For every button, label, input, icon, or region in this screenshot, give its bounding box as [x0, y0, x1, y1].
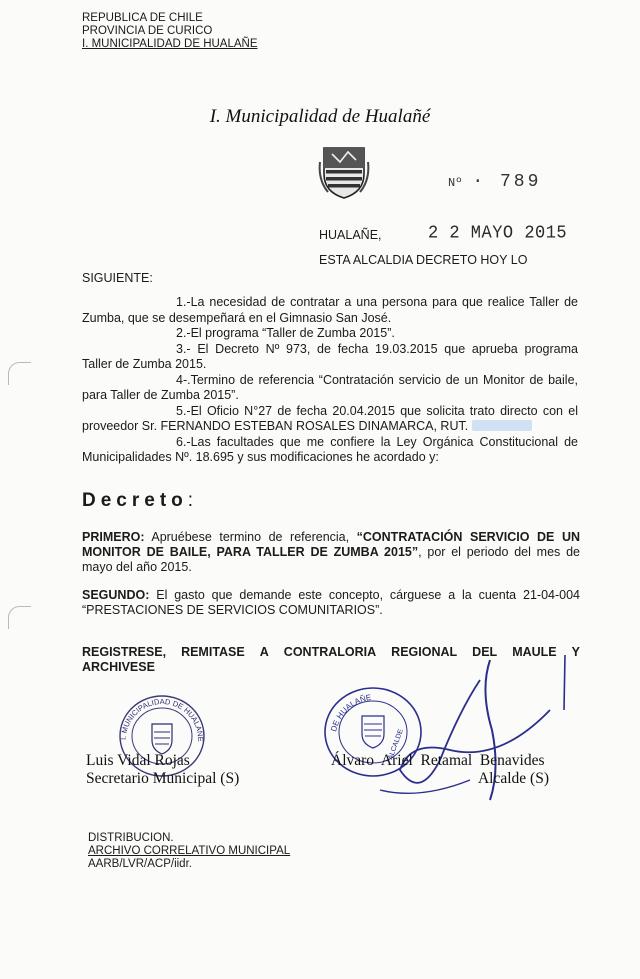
- crest-icon: [318, 144, 370, 200]
- considerando-5: [82, 404, 578, 435]
- secretary-name: Luis Vidal Rojas: [86, 752, 190, 769]
- mayor-role: Alcalde (S): [477, 770, 549, 787]
- decree-number: [448, 172, 541, 192]
- decreto-heading: [82, 490, 193, 512]
- letterhead-country: REPUBLICA DE CHILE: [82, 12, 203, 24]
- redacted-rut: [472, 420, 532, 431]
- considerandos: [82, 295, 578, 466]
- registrese-word-3: A: [259, 645, 269, 659]
- considerando-5-text: 5.-El Oficio N°27 de fecha 20.04.2015 que solicita trato directo con el proveedor Sr. FERNANDO ESTEBAN ROSALES DINAMARCA, RUT.: [82, 403, 578, 433]
- registrese-word-4: CONTRALORIA: [283, 645, 377, 659]
- segundo-text: El gasto que demande este concepto, cárguese a la cuenta 21-04-004 “PRESTACIONES DE SERVICIOS COMUNITARIOS”.: [82, 588, 580, 617]
- secretary-signature-block: [86, 752, 239, 788]
- primero-label: PRIMERO:: [82, 530, 145, 544]
- considerando-3: 3.- El Decreto Nº 973, de fecha 19.03.2015 que aprueba programa Taller de Zumba 2015.: [82, 341, 578, 371]
- distribution-initials: AARB/LVR/ACP/iidr.: [88, 858, 192, 870]
- primero-bold: “CONTRATACIÓN SERVICIO DE UN MONITOR DE BAILE, PARA TALLER DE ZUMBA 2015”: [82, 530, 580, 559]
- registrese-word-1: REGISTRESE,: [82, 645, 167, 659]
- distribution-block: [88, 832, 290, 871]
- primero-text: Apruébese termino de referencia,: [144, 530, 357, 544]
- letterhead-province: PROVINCIA DE CURICO: [82, 25, 213, 37]
- distribution-item: ARCHIVO CORRELATIVO MUNICIPAL: [88, 845, 291, 857]
- considerando-6: 6.-Las facultades que me confiere la Ley Orgánica Constitucional de Municipalidades Nº. 18.695 y sus modificaciones he acordado y:: [82, 434, 578, 464]
- primero-text-end: , por el periodo del mes de mayo del año 2015.: [82, 545, 580, 574]
- letterhead: [82, 12, 258, 51]
- punch-hole-mark: [8, 606, 31, 629]
- segundo-paragraph: [82, 588, 580, 618]
- seal-left-text: I. MUNICIPALIDAD DE HUALAÑE: [118, 696, 206, 742]
- decree-date-stamp: 2 2 MAYO 2015: [428, 223, 568, 244]
- seal-right-text: DE HUALAÑE: [329, 692, 372, 733]
- decreto-heading-text: Decreto: [82, 490, 188, 511]
- punch-hole-mark: [8, 362, 31, 385]
- decreto-heading-colon: :: [187, 490, 194, 511]
- registrese-word-6: DEL: [472, 645, 498, 659]
- mayor-name: Álvaro Ariel Retamal Benavides: [331, 752, 545, 769]
- municipality-title: I. Municipalidad de Hualañé: [209, 106, 431, 127]
- registrese-word-5: REGIONAL: [391, 645, 458, 659]
- considerando-2: 2.-El programa “Taller de Zumba 2015”.: [176, 326, 395, 340]
- registrese-word-2: REMITASE: [181, 645, 245, 659]
- archivese: ARCHIVESE: [82, 660, 155, 674]
- considerando-1: 1.-La necesidad de contratar a una persona para que realice Taller de Zumba, que se desempeñará en el Gimnasio San José.: [82, 295, 578, 325]
- seal-right-bottom-text: ALCALDE: [387, 728, 405, 761]
- secretary-role: Secretario Municipal (S): [86, 770, 240, 787]
- decree-number-prefix: Nº: [448, 176, 463, 190]
- preamble-word: SIGUIENTE:: [82, 271, 153, 285]
- registrese-word-7: MAULE: [512, 645, 557, 659]
- primero-paragraph: [82, 530, 580, 575]
- decree-number-value: · 789: [472, 172, 542, 192]
- mayor-signature-block: [331, 752, 581, 788]
- considerando-4: 4-.Termino de referencia “Contratación servicio de un Monitor de baile, para Taller de Zumba 2015”.: [82, 372, 578, 402]
- preamble-line: ESTA ALCALDIA DECRETO HOY LO: [319, 253, 528, 267]
- letterhead-municipality: I. MUNICIPALIDAD DE HUALAÑE: [82, 38, 258, 50]
- registrese-word-8: Y: [571, 645, 580, 659]
- place: HUALAÑE,: [319, 228, 382, 242]
- distribution-title: DISTRIBUCION.: [88, 832, 174, 844]
- segundo-label: SEGUNDO:: [82, 588, 150, 602]
